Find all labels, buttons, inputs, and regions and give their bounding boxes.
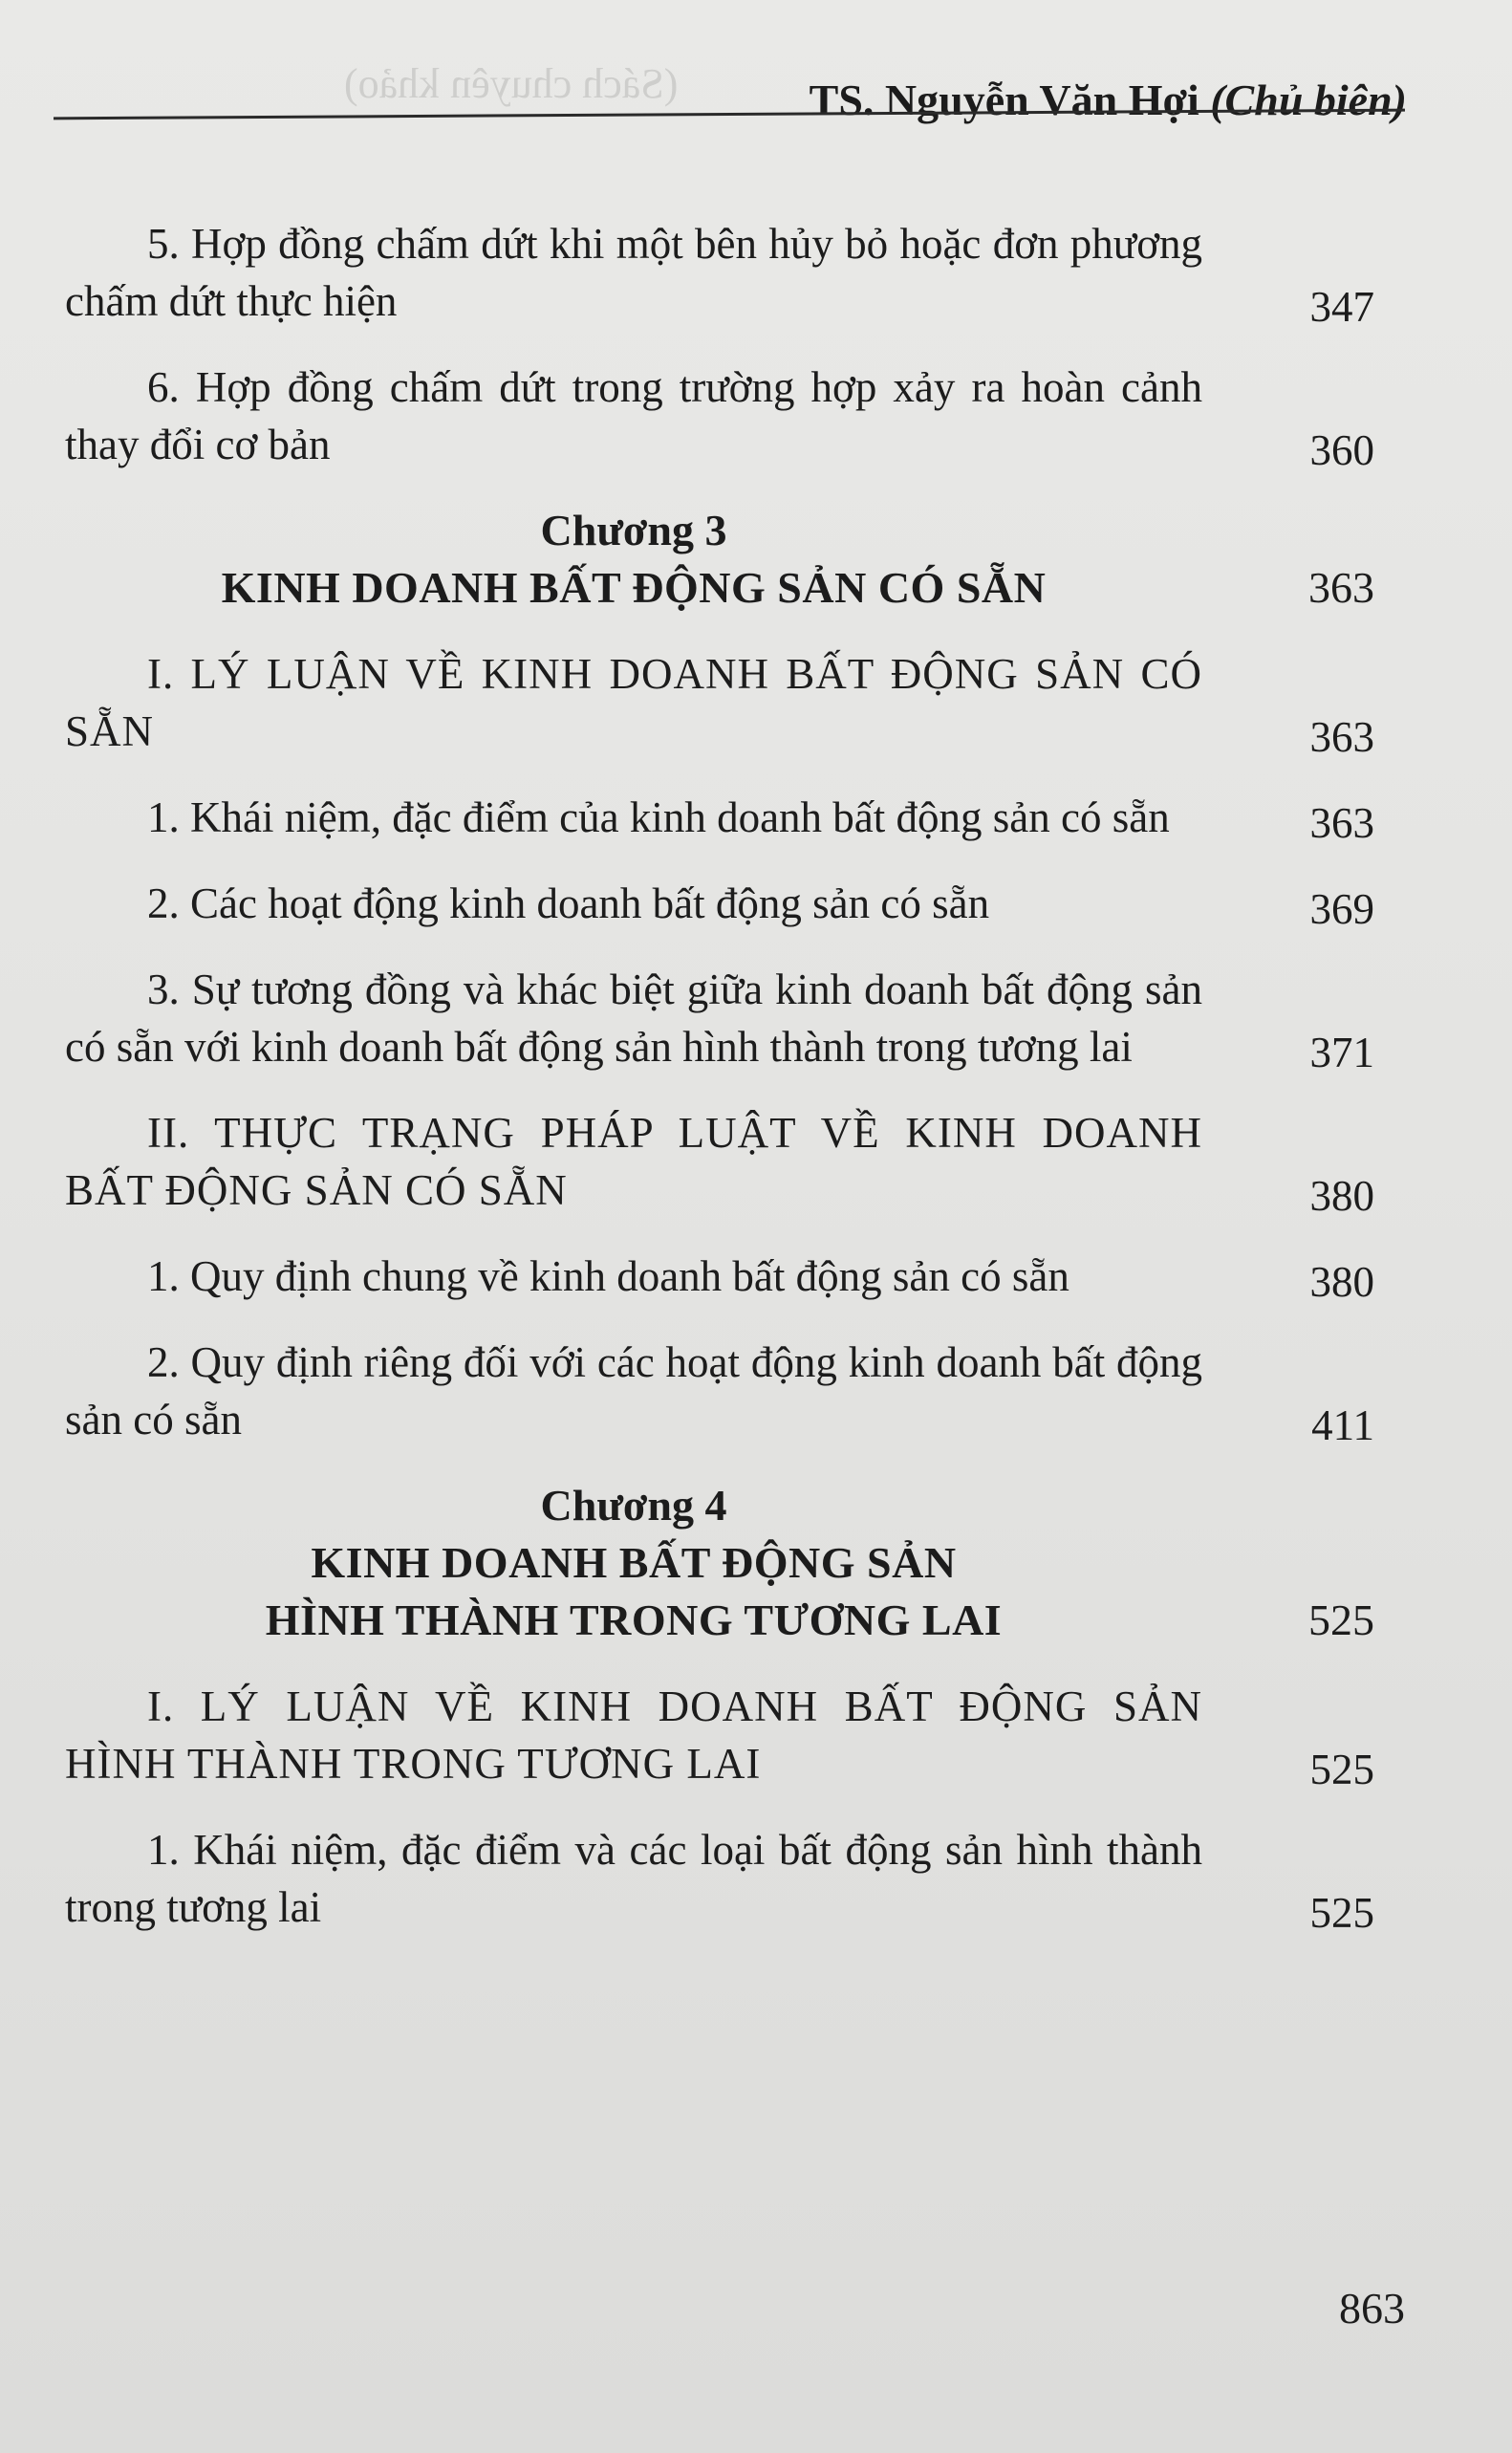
toc-page-number: 525 [1309, 1746, 1374, 1793]
toc-entry [65, 358, 1403, 473]
toc-page-number: 380 [1309, 1172, 1374, 1220]
toc-section [65, 645, 1403, 760]
toc-entry-text: 6. Hợp đồng chấm dứt trong trường hợp xảy ra hoàn cảnh thay đổi cơ bản [65, 363, 1202, 468]
chapter-heading [65, 502, 1374, 617]
table-of-contents [65, 215, 1403, 1965]
toc-page-number: 363 [1309, 799, 1374, 847]
chapter-title-line2: HÌNH THÀNH TRONG TƯƠNG LAI [265, 1596, 1003, 1644]
toc-page-number: 363 [1308, 563, 1374, 612]
toc-entry-text: 2. Quy định riêng đối với các hoạt động kinh doanh bất động sản có sẵn [65, 1338, 1202, 1444]
toc-page-number: 347 [1309, 283, 1374, 331]
toc-section-text: I. LÝ LUẬN VỀ KINH DOANH BẤT ĐỘNG SẢN HÌNH THÀNH TRONG TƯƠNG LAI [65, 1682, 1202, 1788]
toc-page-number: 380 [1309, 1258, 1374, 1306]
chapter-title: KINH DOANH BẤT ĐỘNG SẢN CÓ SẴN [221, 563, 1047, 612]
toc-entry [65, 215, 1403, 330]
chapter-heading [65, 1477, 1374, 1649]
chapter-label: Chương 4 [540, 1481, 727, 1530]
toc-entry [65, 789, 1403, 846]
toc-entry [65, 961, 1403, 1075]
toc-entry [65, 1821, 1403, 1936]
toc-entry-text: 1. Khái niệm, đặc điểm của kinh doanh bất động sản có sẵn [147, 793, 1170, 841]
toc-section [65, 1104, 1403, 1219]
header-role: (Chủ biên) [1210, 76, 1407, 124]
toc-section-text: I. LÝ LUẬN VỀ KINH DOANH BẤT ĐỘNG SẢN CÓ SẴN [65, 650, 1202, 755]
toc-page-number: 411 [1311, 1401, 1374, 1449]
toc-page-number: 525 [1308, 1596, 1374, 1644]
toc-page-number: 363 [1309, 713, 1374, 761]
toc-entry-text: 2. Các hoạt động kinh doanh bất động sản có sẵn [147, 879, 990, 927]
toc-section-text: II. THỰC TRẠNG PHÁP LUẬT VỀ KINH DOANH BẤT ĐỘNG SẢN CÓ SẴN [65, 1109, 1202, 1214]
toc-page-number: 371 [1309, 1029, 1374, 1076]
toc-entry-text: 5. Hợp đồng chấm dứt khi một bên hủy bỏ hoặc đơn phương chấm dứt thực hiện [65, 220, 1202, 325]
toc-entry [65, 1334, 1403, 1448]
toc-entry [65, 875, 1403, 932]
page-number: 863 [1339, 2284, 1405, 2333]
chapter-title: KINH DOANH BẤT ĐỘNG SẢN [311, 1538, 957, 1587]
toc-page-number: 369 [1309, 885, 1374, 933]
toc-entry [65, 1248, 1403, 1305]
toc-entry-text: 3. Sự tương đồng và khác biệt giữa kinh doanh bất động sản có sẵn với kinh doanh bất động sản hình thành trong tương lai [65, 966, 1202, 1071]
toc-section [65, 1678, 1403, 1792]
toc-page-number: 525 [1309, 1889, 1374, 1937]
toc-entry-text: 1. Quy định chung về kinh doanh bất động sản có sẵn [147, 1252, 1069, 1300]
show-through-text: (Sách chuyên khảo) [344, 60, 679, 107]
toc-page-number: 360 [1309, 426, 1374, 474]
chapter-label: Chương 3 [540, 506, 727, 554]
toc-entry-text: 1. Khái niệm, đặc điểm và các loại bất động sản hình thành trong tương lai [65, 1826, 1202, 1931]
header-author: TS. Nguyễn Văn Hợi [809, 76, 1199, 124]
